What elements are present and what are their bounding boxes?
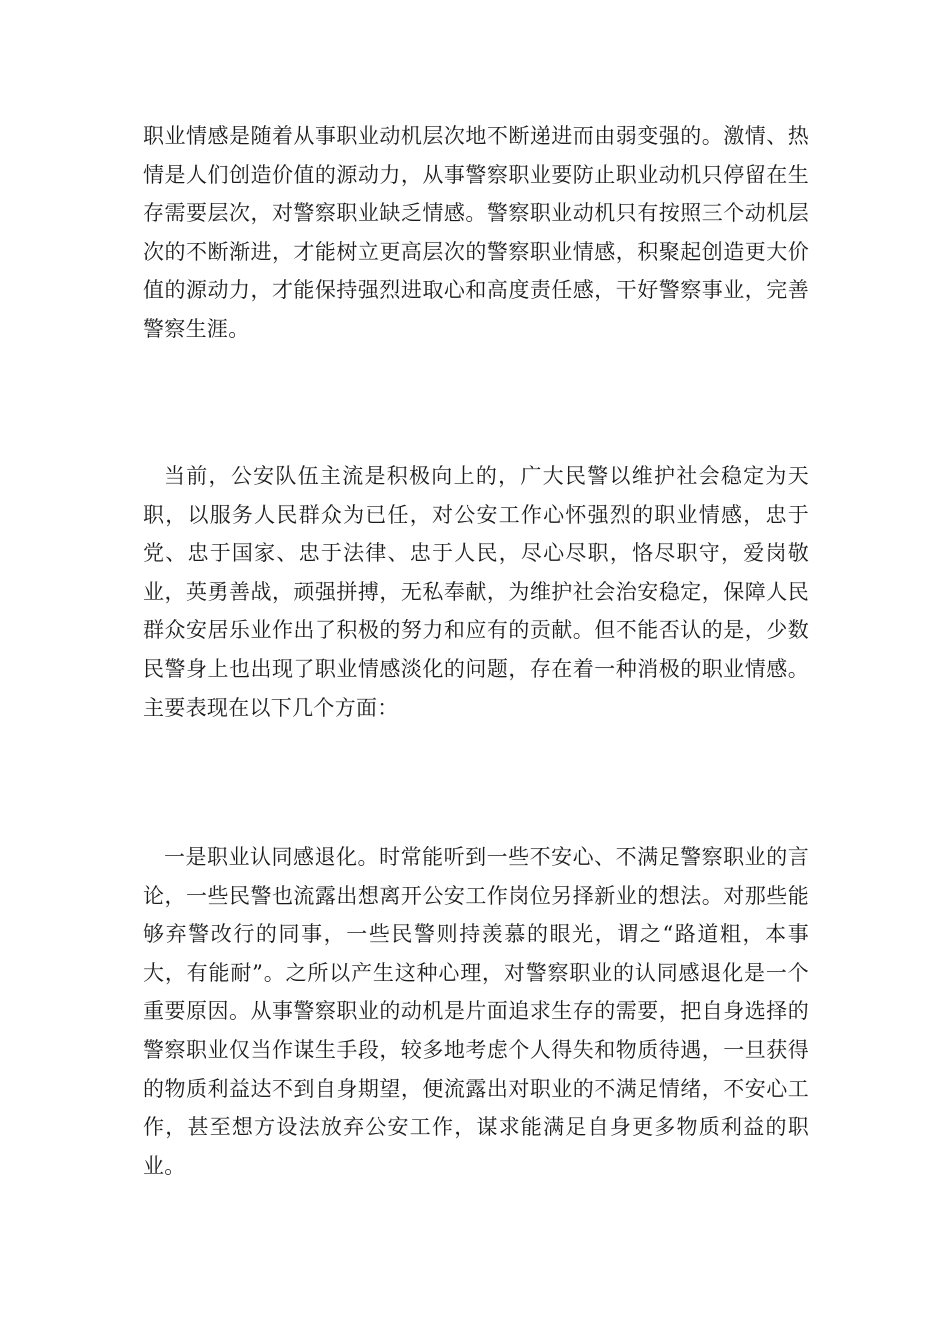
paragraph-career-emotion: 职业情感是随着从事职业动机层次地不断递进而由弱变强的。激情、热情是人们创造价值的源动力，从事警察职业要防止职业动机只停留在生存需要层次，对警察职业缺乏情感。警察职业动机只有按照三个动机层次的不断渐进，才能树立更高层次的警察职业情感，积聚起创造更大价值的源动力，才能保持强烈进取心和高度责任感，干好警察事业，完善警察生涯。 bbox=[143, 124, 809, 341]
paragraph-current-situation: 当前，公安队伍主流是积极向上的，广大民警以维护社会稳定为天职，以服务人民群众为已任，对公安工作心怀强烈的职业情感，忠于党、忠于国家、忠于法律、忠于人民，尽心尽职，恪尽职守，爱岗敬业，英勇善战，顽强拼搏，无私奉献，为维护社会治安稳定，保障人民群众安居乐业作出了积极的努力和应有的贡献。但不能否认的是，少数民警身上也出现了职业情感淡化的问题，存在着一种消极的职业情感。主要表现在以下几个方面： bbox=[143, 464, 809, 720]
paragraph-identity-decline: 一是职业认同感退化。时常能听到一些不安心、不满足警察职业的言论，一些民警也流露出想离开公安工作岗位另择新业的想法。对那些能够弃警改行的同事，一些民警则持羡慕的眼光，谓之“路道粗，本事大，有能耐”。之所以产生这种心理，对警察职业的认同感退化是一个重要原因。从事警察职业的动机是片面追求生存的需要，把自身选择的警察职业仅当作谋生手段，较多地考虑个人得失和物质待遇，一旦获得的物质利益达不到自身期望，便流露出对职业的不满足情绪，不安心工作，甚至想方设法放弃公安工作，谋求能满足自身更多物质利益的职业。 bbox=[143, 845, 809, 1178]
